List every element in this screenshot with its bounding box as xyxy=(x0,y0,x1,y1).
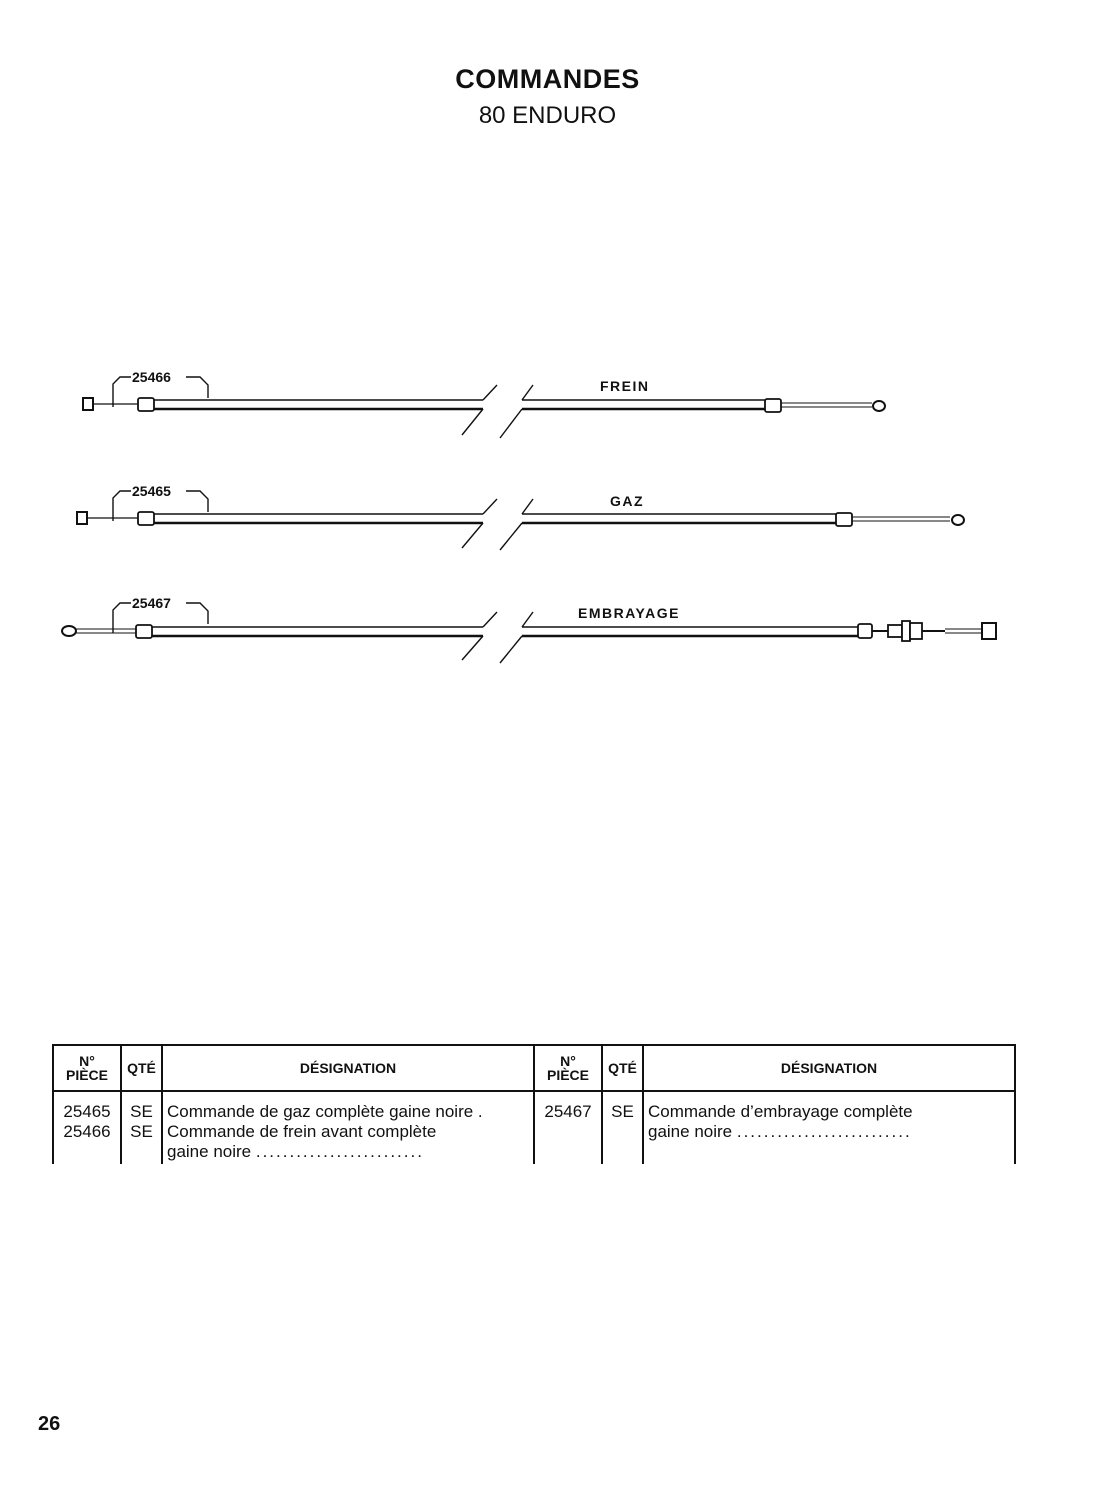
cable-name-frein: FREIN xyxy=(600,378,650,394)
part-number-label-frein: 25466 xyxy=(132,369,171,385)
part-number-label-embrayage: 25467 xyxy=(132,595,171,611)
cable-name-embrayage: EMBRAYAGE xyxy=(578,605,680,621)
quantity-cell: SE SE xyxy=(121,1091,162,1164)
quantity-cell: SE xyxy=(602,1091,643,1164)
col-header-designation: DÉSIGNATION xyxy=(162,1045,534,1091)
cable-name-gaz: GAZ xyxy=(610,493,645,509)
col-header-designation: DÉSIGNATION xyxy=(643,1045,1015,1091)
parts-table xyxy=(52,1044,1016,1164)
page-number: 26 xyxy=(38,1413,61,1435)
cables-diagram xyxy=(0,340,1095,680)
page-subtitle: 80 ENDURO xyxy=(478,102,617,129)
col-header-quantity: QTÉ xyxy=(121,1045,162,1091)
table-row xyxy=(53,1091,1015,1164)
designation-cell: Commande de gaz complète gaine noire . Commande de frein avant complète gaine noire ......................... xyxy=(162,1091,534,1164)
part-number-label-gaz: 25465 xyxy=(132,483,171,499)
col-header-part-number: N° PIÈCE xyxy=(53,1045,121,1091)
table-header-row xyxy=(53,1045,1015,1091)
col-header-part-number: N° PIÈCE xyxy=(534,1045,602,1091)
designation-cell: Commande d’embrayage complète gaine noire .......................... xyxy=(643,1091,1015,1164)
cable-frein xyxy=(83,369,885,438)
part-number-cell: 25465 25466 xyxy=(53,1091,121,1164)
cable-embrayage xyxy=(62,595,996,663)
cable-gaz xyxy=(77,483,964,550)
col-header-quantity: QTÉ xyxy=(602,1045,643,1091)
part-number-cell: 25467 xyxy=(534,1091,602,1164)
page-title: COMMANDES xyxy=(455,64,640,94)
